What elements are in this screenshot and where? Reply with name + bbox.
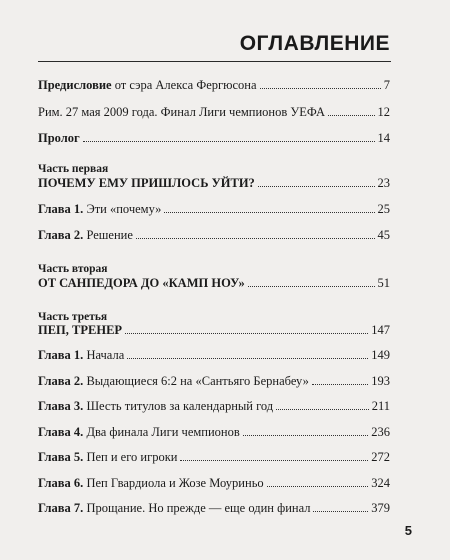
entry-page-number: 23 xyxy=(377,176,390,190)
dot-leader xyxy=(136,238,375,239)
chapter-title: Прощание. Но прежде — еще один финал xyxy=(83,501,311,515)
dot-leader xyxy=(243,435,369,436)
dot-leader xyxy=(248,286,375,287)
entry-page-number: 272 xyxy=(371,450,390,464)
entry-page-number: 147 xyxy=(371,323,390,337)
toc-chapter xyxy=(38,202,390,217)
toc-chapter xyxy=(38,501,390,516)
toc-chapter xyxy=(38,228,390,243)
entry-page-number: 193 xyxy=(371,374,390,388)
dot-leader xyxy=(258,186,375,187)
chapter-number: Глава 4. xyxy=(38,425,84,439)
dot-leader xyxy=(180,460,368,461)
dot-leader xyxy=(83,141,375,142)
chapter-title: Пеп и его игроки xyxy=(83,450,178,464)
chapter-number: Глава 2. xyxy=(38,228,84,242)
dot-leader xyxy=(276,409,369,410)
toc-part-title xyxy=(38,276,390,291)
chapter-title: Два финала Лиги чемпионов xyxy=(83,425,240,439)
dot-leader xyxy=(267,486,369,487)
chapter-title: Шесть титулов за календарный год xyxy=(83,399,274,413)
toc-entry-rome xyxy=(38,105,390,120)
toc-chapter xyxy=(38,476,390,491)
chapter-title: Начала xyxy=(83,348,125,362)
toc-chapter xyxy=(38,348,390,363)
toc-part-title xyxy=(38,323,390,338)
entry-page-number: 149 xyxy=(371,348,390,362)
dot-leader xyxy=(328,115,375,116)
dot-leader xyxy=(260,88,381,89)
entry-page-number: 379 xyxy=(371,501,390,515)
entry-text: Рим. 27 мая 2009 года. Финал Лиги чемпионов УЕФА xyxy=(38,105,325,119)
toc-chapter xyxy=(38,399,390,414)
chapter-number: Глава 6. xyxy=(38,476,84,490)
part-label: Часть третья xyxy=(38,311,108,323)
chapter-number: Глава 1. xyxy=(38,202,84,216)
dot-leader xyxy=(312,384,368,385)
page-title: ОГЛАВЛЕНИЕ xyxy=(239,32,390,55)
toc-chapter xyxy=(38,374,390,389)
toc-part-title xyxy=(38,176,390,191)
toc-chapter xyxy=(38,425,390,440)
entry-page-number: 211 xyxy=(371,399,390,413)
entry-page-number: 51 xyxy=(377,276,390,290)
entry-bold-label: Пролог xyxy=(38,131,80,145)
entry-page-number: 12 xyxy=(377,105,390,119)
toc-chapter xyxy=(38,450,390,465)
dot-leader xyxy=(164,212,374,213)
chapter-number: Глава 5. xyxy=(38,450,84,464)
toc-entry-prologue xyxy=(38,131,390,146)
chapter-title: Пеп Гвардиола и Жозе Моуриньо xyxy=(83,476,264,490)
entry-page-number: 236 xyxy=(371,425,390,439)
entry-page-number: 14 xyxy=(377,131,390,145)
chapter-title: Решение xyxy=(83,228,133,242)
chapter-title: Выдающиеся 6:2 на «Сантьяго Бернабеу» xyxy=(83,374,309,388)
chapter-number: Глава 2. xyxy=(38,374,84,388)
chapter-number: Глава 1. xyxy=(38,348,84,362)
entry-page-number: 7 xyxy=(383,78,390,92)
dot-leader xyxy=(313,511,368,512)
title-rule xyxy=(38,61,391,62)
entry-page-number: 25 xyxy=(377,202,390,216)
dot-leader xyxy=(125,333,368,334)
entry-page-number: 324 xyxy=(371,476,390,490)
chapter-title: Эти «почему» xyxy=(83,202,162,216)
toc-entry-preface xyxy=(38,78,390,93)
entry-page-number: 45 xyxy=(377,228,390,242)
part-title: ПОЧЕМУ ЕМУ ПРИШЛОСЬ УЙТИ? xyxy=(38,176,255,190)
part-label: Часть первая xyxy=(38,163,109,175)
dot-leader xyxy=(127,358,368,359)
chapter-number: Глава 3. xyxy=(38,399,84,413)
part-title: ПЕП, ТРЕНЕР xyxy=(38,323,123,337)
part-label: Часть вторая xyxy=(38,263,108,275)
page-number: 5 xyxy=(404,523,412,538)
entry-bold-label: Предисловие xyxy=(38,78,112,92)
part-title: ОТ САНПЕДОРА ДО «КАМП НОУ» xyxy=(38,276,245,290)
entry-text: от сэра Алекса Фергюсона xyxy=(111,78,257,92)
chapter-number: Глава 7. xyxy=(38,501,84,515)
